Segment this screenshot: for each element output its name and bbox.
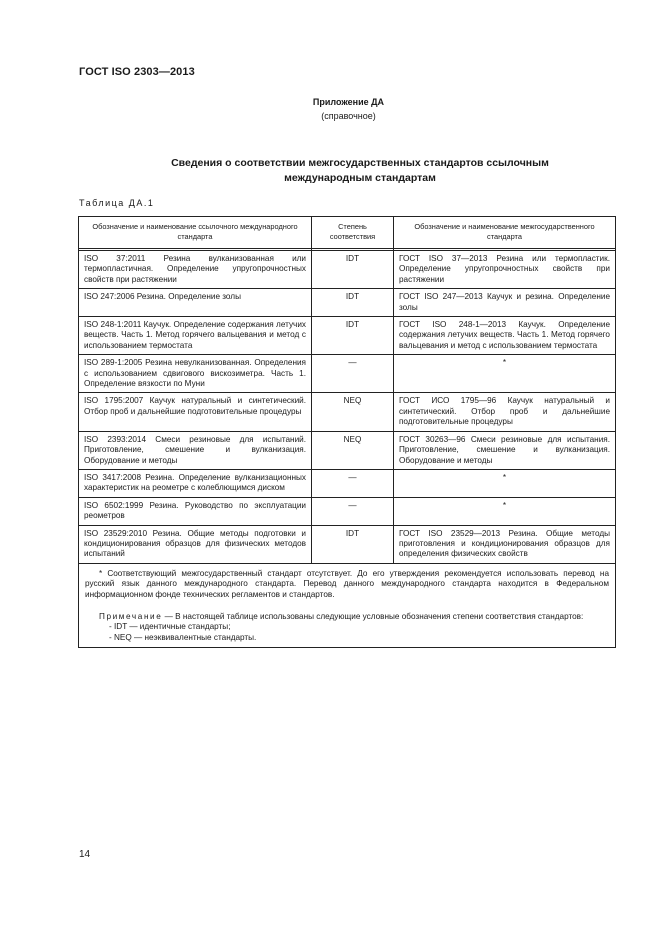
cell-degree: — xyxy=(312,469,394,497)
cell-degree: IDT xyxy=(312,251,394,289)
note-paragraph xyxy=(85,612,609,623)
cell-international: ISO 23529:2010 Резина. Общие методы подготовки и кондиционирования образцов для физических методов испытаний xyxy=(79,525,312,563)
header-international-standard: Обозначение и наименование ссылочного международного стандарта xyxy=(79,217,312,249)
cell-international: ISO 6502:1999 Резина. Руководство по эксплуатации реометров xyxy=(79,497,312,525)
table-header-row xyxy=(79,217,616,249)
note-label: Примечание xyxy=(99,611,163,621)
cell-degree: IDT xyxy=(312,289,394,317)
cell-degree: IDT xyxy=(312,525,394,563)
cell-interstate: ГОСТ ИСО 1795—96 Каучук натуральный и синтетический. Отбор проб и дальнейшие подготовительные процедуры xyxy=(394,393,616,431)
table-row xyxy=(79,393,616,431)
cell-interstate: ГОСТ ISO 37—2013 Резина или термопластик. Определение упругопрочностных свойств при растяжении xyxy=(394,251,616,289)
appendix-subtitle: (справочное) xyxy=(321,111,376,121)
cell-international: ISO 3417:2008 Резина. Определение вулканизационных характеристик на реометре с колеблющимся диском xyxy=(79,469,312,497)
table-caption: Таблица ДА.1 xyxy=(79,198,155,208)
note-item-neq: - NEQ — неэквивалентные стандарты. xyxy=(109,632,257,642)
table-row xyxy=(79,251,616,289)
appendix-heading xyxy=(0,95,661,123)
table-row xyxy=(79,317,616,355)
header-interstate-standard: Обозначение и наименование межгосударственного стандарта xyxy=(394,217,616,249)
note-text: — В настоящей таблице использованы следующие условные обозначения степени соответствия стандартов: xyxy=(162,611,584,621)
table-row xyxy=(79,355,616,393)
footnote-text: * Соответствующий межгосударственный стандарт отсутствует. До его утверждения рекомендуется использовать перевод на русский язык данного международного стандарта. Перевод данного международного стандарта находится в Федеральном информационном фонде технических регламентов и стандартов. xyxy=(85,568,609,599)
table-row xyxy=(79,431,616,469)
section-title xyxy=(100,156,620,186)
cell-interstate: ГОСТ 30263—96 Смеси резиновые для испытания. Приготовление, смешение и вулканизация. Оборудование и методы xyxy=(394,431,616,469)
table-row xyxy=(79,525,616,563)
table-row xyxy=(79,469,616,497)
cell-interstate: * xyxy=(394,469,616,497)
cell-international: ISO 1795:2007 Каучук натуральный и синтетический. Отбор проб и дальнейшие подготовительные процедуры xyxy=(79,393,312,431)
cell-international: ISO 289-1:2005 Резина невулканизованная. Определения с использованием сдвигового вискозиметра. Часть 1. Определение вязкости по Муни xyxy=(79,355,312,393)
cell-international: ISO 248-1:2011 Каучук. Определение содержания летучих веществ. Часть 1. Метод горячего вальцевания и метод с использованием термостата xyxy=(79,317,312,355)
table-row xyxy=(79,289,616,317)
section-title-line2: международным стандартам xyxy=(284,172,436,184)
appendix-title: Приложение ДА xyxy=(312,97,385,107)
correspondence-table xyxy=(78,216,616,648)
cell-interstate: ГОСТ ISO 248-1—2013 Каучук. Определение содержания летучих веществ. Часть 1. Метод горячего вальцевания и метод с использованием термостата xyxy=(394,317,616,355)
cell-international: ISO 247:2006 Резина. Определение золы xyxy=(79,289,312,317)
cell-degree: — xyxy=(312,497,394,525)
cell-interstate: * xyxy=(394,497,616,525)
cell-interstate: * xyxy=(394,355,616,393)
table-footnote-cell xyxy=(79,563,616,648)
cell-degree: — xyxy=(312,355,394,393)
document-code: ГОСТ ISO 2303—2013 xyxy=(79,66,195,78)
note-item-idt: - IDT — идентичные стандарты; xyxy=(109,622,231,632)
cell-interstate: ГОСТ ISO 247—2013 Каучук и резина. Определение золы xyxy=(394,289,616,317)
table-footer-row xyxy=(79,563,616,648)
page-number: 14 xyxy=(79,849,91,860)
cell-interstate: ГОСТ ISO 23529—2013 Резина. Общие методы приготовления и кондиционирования образцов для определения физических свойств xyxy=(394,525,616,563)
cell-degree: IDT xyxy=(312,317,394,355)
cell-international: ISO 37:2011 Резина вулканизованная или термопластичная. Определение упругопрочностных свойств при растяжении xyxy=(79,251,312,289)
cell-international: ISO 2393:2014 Смеси резиновые для испытаний. Приготовление, смешение и вулканизация. Оборудование и методы xyxy=(79,431,312,469)
header-degree: Степень соответствия xyxy=(312,217,394,249)
cell-degree: NEQ xyxy=(312,393,394,431)
section-title-line1: Сведения о соответствии межгосударственных стандартов ссылочным xyxy=(171,157,549,169)
cell-degree: NEQ xyxy=(312,431,394,469)
table-row xyxy=(79,497,616,525)
